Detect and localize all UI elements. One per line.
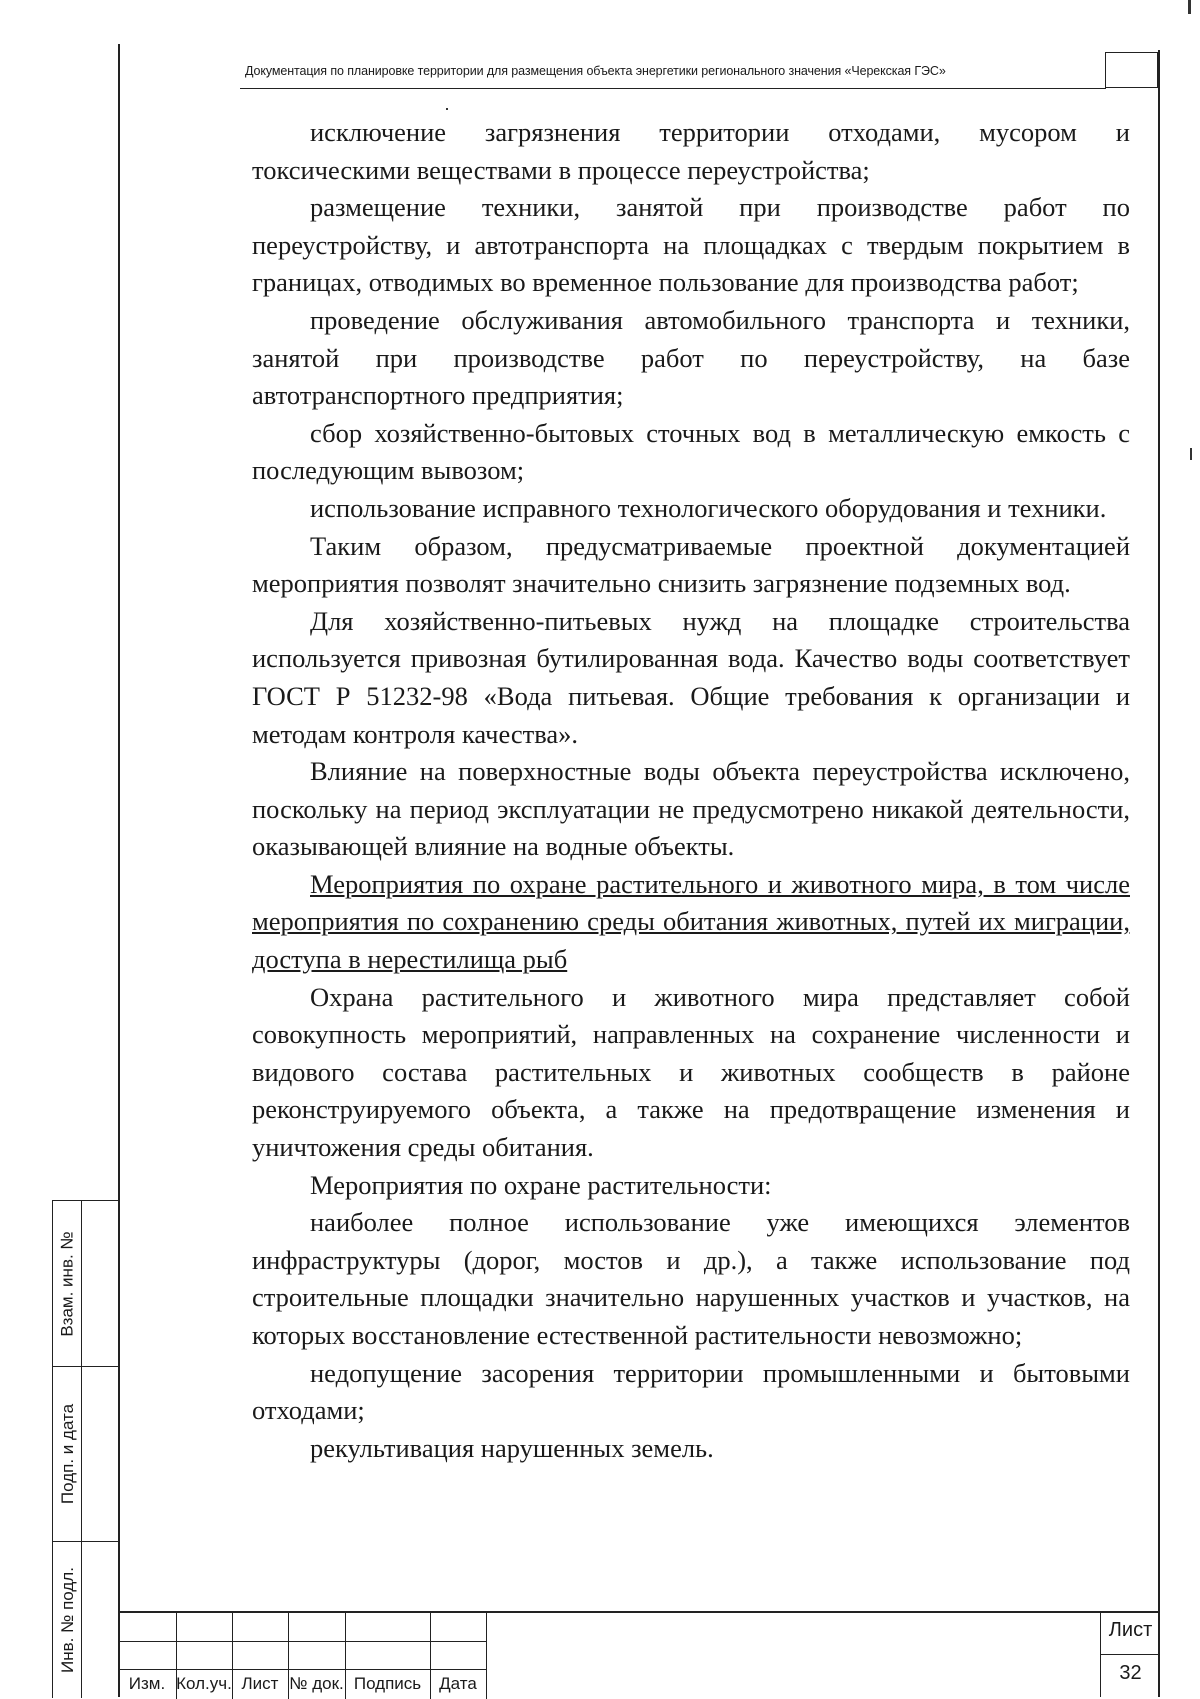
podp-data-label: Подп. и дата: [58, 1403, 78, 1504]
tb-n-dok-label: № док.: [289, 1674, 344, 1693]
section-heading: [252, 866, 1130, 979]
tb-podpis-label: Подпись: [353, 1674, 422, 1693]
sheet-box-divider: [1101, 1654, 1159, 1655]
sheet-label: Лист: [1108, 1619, 1153, 1641]
frame-right-border: [1158, 50, 1160, 1697]
tb-kol-uch-label: Кол.уч.: [176, 1674, 232, 1693]
side-label-inv: [55, 1541, 81, 1698]
vzam-inv-label: Взам. инв. №: [58, 1230, 78, 1337]
document-body: [252, 114, 1130, 1467]
paragraph: недопущение засорения территории промышленными и бытовыми отходами;: [252, 1357, 1130, 1426]
scan-speck: [446, 108, 448, 110]
paragraph: размещение техники, занятой при производстве работ по переустройству, и автотранспорта на площадках с твердым покрытием в границах, отводимых во временное пользование для производства работ;: [252, 192, 1130, 298]
paragraph: Влияние на поверхностные воды объекта переустройства исключено, поскольку на период эксплуатации не предусмотрено никакой деятельности, оказывающей влияние на водные объекты.: [252, 756, 1130, 862]
header-underline: [240, 88, 1106, 89]
paragraph: Для хозяйственно-питьевых нужд на площадке строительства используется привозная бутилированная вода. Качество воды соответствует ГОСТ Р 51232-98 «Вода питьевая. Общие требования к организации и методам контроля качества».: [252, 605, 1130, 749]
sheet-number: 32: [1119, 1662, 1142, 1684]
paragraph: проведение обслуживания автомобильного транспорта и техники, занятой при производстве работ по переустройству, на базе автотранспортного предприятия;: [252, 304, 1130, 411]
paragraph: исключение загрязнения территории отходами, мусором и токсическими веществами в процессе переустройства;: [252, 117, 1130, 185]
side-stamp-strip: [52, 1200, 119, 1698]
paragraph: Таким образом, предусматриваемые проектной документацией мероприятия позволят значительно снизить загрязнение подземных вод.: [252, 530, 1130, 599]
paragraph: Охрана растительного и животного мира представляет собой совокупность мероприятий, направленных на сохранение численности и видового состава растительных и животных сообществ в районе реконструируемого объекта, а также на предотвращение изменения и уничтожения среды обитания.: [252, 981, 1130, 1163]
header-corner-box: [1105, 52, 1158, 88]
side-label-podp: [55, 1366, 81, 1541]
paragraph: сбор хозяйственно-бытовых сточных вод в металлическую емкость с последующим вывозом;: [252, 417, 1130, 486]
section-heading-text: Мероприятия по охране растительного и животного мира, в том числе мероприятия по сохранению среды обитания животных, путей их миграции, доступа в нерестилища рыб: [252, 868, 1130, 975]
paragraph: Мероприятия по охране растительности:: [310, 1169, 772, 1200]
paragraph: наиболее полное использование уже имеющихся элементов инфраструктуры (дорог, мостов и др.), а также использование под строительные площадки значительно нарушенных участков и участков, на которых восстановление естественной растительности невозможно;: [252, 1207, 1130, 1350]
document-header-title: Документация по планировке территории для размещения объекта энергетики регионального значения «Черекская ГЭС»: [245, 64, 946, 78]
scan-speck: [1188, 0, 1191, 14]
inv-podl-label: Инв. № подл.: [58, 1566, 77, 1673]
tb-data-label: Дата: [439, 1674, 477, 1693]
tb-list-label: Лист: [241, 1674, 279, 1693]
side-label-vzam: [55, 1201, 81, 1366]
paragraph: использование исправного технологического оборудования и техники.: [310, 492, 1107, 523]
tb-izm-label: Изм.: [128, 1674, 166, 1693]
paragraph: рекультивация нарушенных земель.: [310, 1432, 714, 1463]
scan-speck: [1190, 448, 1192, 460]
